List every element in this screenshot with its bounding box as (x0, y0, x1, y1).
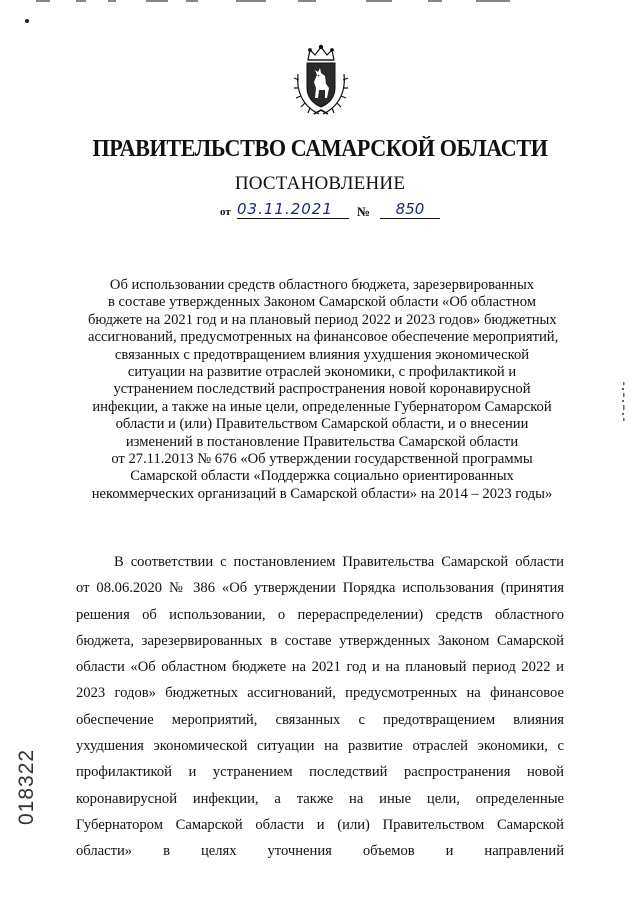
document-type-title: ПОСТАНОВЛЕНИЕ (234, 173, 406, 194)
subject-line: области и (или) Правительством Самарской области, и о внесении (115, 416, 529, 433)
margin-scan-mark (620, 382, 628, 422)
handwritten-date: 03.11.2021 (237, 200, 349, 219)
subject-line: инфекции, а также на иные цели, определенные Губернатором Самарской (92, 398, 552, 415)
body-line: 2023 годов» бюджетных ассигнований, предусмотренных на финансовое (76, 685, 564, 702)
document-date-number-line (220, 200, 440, 224)
subject-line: от 27.11.2013 № 676 «Об утверждении государственной программы (111, 451, 533, 468)
subject-line: бюджете на 2021 год и на плановый период 2022 и 2023 годов» бюджетных (88, 311, 557, 328)
subject-line: в составе утвержденных Законом Самарской области «Об областном (108, 294, 536, 311)
subject-line: изменений в постановление Правительства Самарской области (125, 433, 519, 450)
body-line: коронавирусной инфекции, а также на иные цели, определенные (76, 790, 564, 807)
subject-line: связанных с предотвращением влияния ухудшения экономической (114, 346, 530, 363)
resolution-subject (88, 277, 559, 503)
samara-coat-of-arms-icon (292, 44, 350, 118)
body-line: области» в целях уточнения объемов и направлений (76, 843, 564, 860)
organization-title: ПРАВИТЕЛЬСТВО САМАРСКОЙ ОБЛАСТИ (92, 136, 548, 162)
preamble-paragraph (76, 549, 564, 865)
body-line: от 08.06.2020 № 386 «Об утверждении Порядка использования (принятия (76, 580, 564, 597)
body-line: ухудшения экономической ситуации на развитие отраслей экономики, с (76, 738, 564, 755)
body-line: Губернатором Самарской области и (или) Правительством Самарской (76, 816, 564, 833)
body-line: решения об использовании, о перераспределении) средств областного (76, 606, 564, 623)
subject-line: Самарской области «Поддержка социально ориентированных (130, 468, 514, 485)
body-line: профилактикой и устранением последствий распространения новой (76, 764, 564, 781)
subject-line: ситуации на развитие отраслей экономики, с профилактикой и (127, 364, 517, 381)
body-line: обеспечение мероприятий, связанных с предотвращением влияния (76, 711, 564, 728)
subject-line: устранением последствий распространения новой коронавирусной (113, 381, 531, 398)
handwritten-number: 850 (380, 200, 440, 219)
number-prefix-label: № (357, 204, 371, 219)
body-line: области «Об областном бюджете на 2021 год и на плановый период 2022 и (76, 659, 564, 676)
registration-number: 018322 (15, 748, 38, 825)
subject-line: Об использовании средств областного бюджета, зарезервированных (109, 277, 535, 293)
body-line: В соответствии с постановлением Правительства Самарской области (114, 554, 564, 570)
scan-speck (25, 19, 29, 23)
scan-edge-artifact (36, 0, 516, 4)
subject-line: ассигнований, предусмотренных на финансовое обеспечение мероприятий, (88, 329, 559, 346)
date-prefix-label: от (220, 206, 231, 218)
subject-line: некоммерческих организаций в Самарской области» на 2014 – 2023 годы» (91, 485, 553, 502)
body-line: бюджета, зарезервированных в составе утвержденных Законом Самарской (76, 632, 564, 649)
